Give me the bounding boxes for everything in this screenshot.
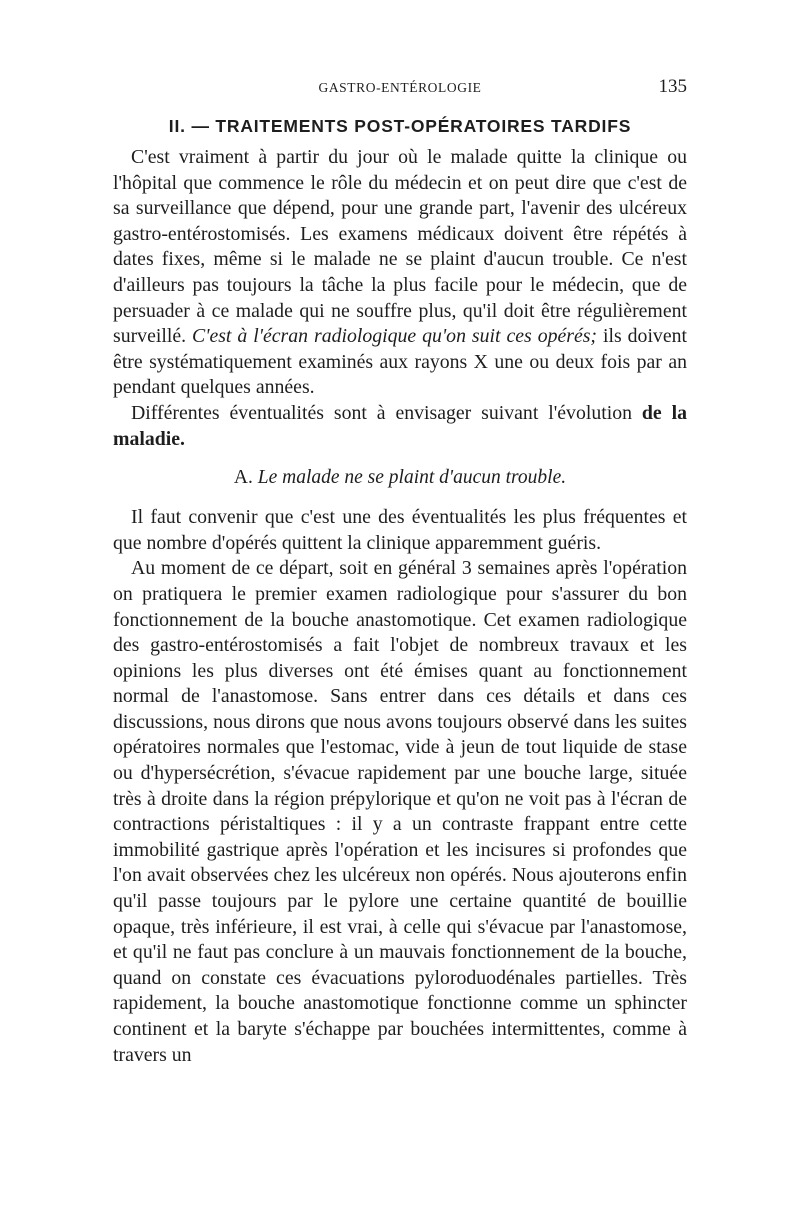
paragraph-2-text: Différentes éventualités sont à envisager suivant l'évolution [131,401,642,424]
paragraph-3: Il faut convenir que c'est une des éventualités les plus fréquentes et que nombre d'opérés quittent la clinique apparemment guéris. [113,506,687,554]
subsection-label: A. [233,467,253,489]
paragraph-1-italic: C'est à l'écran radiologique qu'on suit ces opérés; [192,325,598,348]
paragraph-2-bold: de la maladie. [113,401,687,450]
running-header [113,72,687,102]
book-page [113,72,687,1068]
paragraph-4: Au moment de ce départ, soit en général 3 semaines après l'opération on pratiquera le premier examen radiologique pour s'assurer du bon fonctionnement de la bouche anastomotique. Cet examen radiologique des gastro-entérostomisés a fait l'objet de nombreux travaux et les opinions les plus diverses ont été émises quant au fonctionnement normal de l'anastomose. Sans entrer dans ces détails et dans ces discussions, nous dirons que nous avons toujours observé dans les suites opératoires normales que l'estomac, vide à jeun de tout liquide de stase ou d'hypersécrétion, s'évacue rapidement par une bouche large, située très à droite dans la région prépylorique et qu'on ne voit pas à l'écran de contractions péristaltiques : il y a un contraste frappant entre cette immobilité gastrique après l'opération et les incisures si profondes que l'on avait observées chez les ulcéreux non opérés. Nous ajouterons enfin qu'il passe toujours par le pylore une certaine quantité de bouillie opaque, très inférieure, il est vrai, à celle qui s'évacue par l'anastomose, et qu'il ne faut pas conclure à un mauvais fonctionnement de la bouche, quand on constate ces évacuations pyloroduodénales partielles. Très rapidement, la bouche anastomotique fonctionne comme un sphincter continent et la baryte s'échappe par bouchées intermittentes, comme à travers un [113,557,687,1066]
paragraph-1-tail: ils doivent être systématiquement examinés aux rayons X une ou deux fois par an pendant quelques années. [113,325,687,399]
page-number: 135 [658,76,687,97]
paragraph-1 [113,145,687,401]
section-heading: II. — TRAITEMENTS POST-OPÉRATOIRES TARDIFS [168,116,632,136]
paragraph-1-text: C'est vraiment à partir du jour où le malade quitte la clinique ou l'hôpital que commence le rôle du médecin et on peut dire que c'est de sa surveillance que dépend, pour une grande part, l'avenir des ulcéreux gastro-entérostomisés. Les examens médicaux doivent être répétés à dates fixes, même si le malade ne se plaint d'aucun trouble. Ce n'est d'ailleurs pas toujours la tâche la plus facile pour le médecin, que de persuader à ce malade qui ne souffre plus, qu'il doit être régulièrement surveillé. [113,146,687,348]
subsection-heading [113,465,687,491]
paragraph-2 [113,401,687,452]
running-title: GASTRO-ENTÉROLOGIE [318,80,482,95]
subsection-title: Le malade ne se plaint d'aucun trouble. [257,467,567,489]
